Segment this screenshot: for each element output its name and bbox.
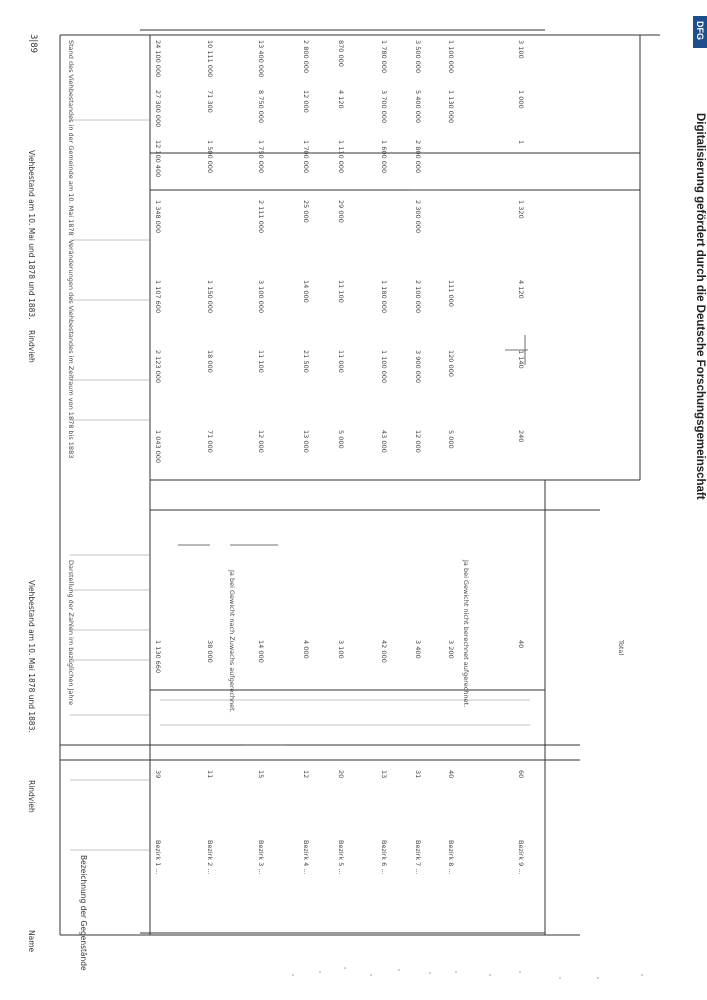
- row-value-3: 18 000: [206, 350, 214, 373]
- row-value-3: 1 140: [517, 350, 525, 369]
- row-value-2: 71 000: [206, 430, 214, 453]
- row-right-1: 1 600 000: [380, 140, 388, 174]
- row-count: 15: [257, 770, 265, 779]
- row-label: Bezirk 9 ...: [517, 840, 525, 875]
- row-value-4: 1 150 000: [206, 280, 214, 314]
- row-value-1: 40: [517, 640, 525, 649]
- row-value-2: 5 000: [337, 430, 345, 449]
- row-value-1: 38 000: [206, 640, 214, 663]
- row-value-2: 12 000: [257, 430, 265, 453]
- row-right-1: 1: [517, 140, 525, 145]
- row-value-5: 29 000: [337, 200, 345, 223]
- row-value-4: 14 000: [302, 280, 310, 303]
- row-value-1: 42 000: [380, 640, 388, 663]
- row-value-1: 1 130 660: [154, 640, 162, 674]
- row-value-2: 1 043 000: [154, 430, 162, 464]
- row-value-4: 1 107 600: [154, 280, 162, 314]
- row-label: Bezirk 6 ...: [380, 840, 388, 875]
- row-value-5: 1 348 000: [154, 200, 162, 234]
- header-title-a: Viehbestand am 10. Mai 1878 und 1883.: [27, 580, 36, 733]
- row-value-2: 5 000: [447, 430, 455, 449]
- row-value-4: 1 180 000: [380, 280, 388, 314]
- row-right-2: 71 300: [206, 90, 214, 113]
- row-right-2: 1 130 000: [447, 90, 455, 124]
- left-name-label: Name: [27, 930, 36, 953]
- row-value-1: 14 000: [257, 640, 265, 663]
- row-label: Bezirk 7 ...: [414, 840, 422, 875]
- row-right-3: 2 800 000: [302, 40, 310, 74]
- note-b: Ja bei Gewicht nicht berechnet aufgerechnet.: [462, 560, 470, 708]
- row-right-1: 1 500 000: [206, 140, 214, 174]
- row-count: 60: [517, 770, 525, 779]
- row-right-3: 13 400 000: [257, 40, 265, 78]
- row-value-5: 25 000: [302, 200, 310, 223]
- dfg-banner: [690, 8, 707, 988]
- row-value-4: 4 120: [517, 280, 525, 299]
- row-label: Bezirk 5 ...: [337, 840, 345, 875]
- owner-column-header: Bezeichnung der Gegenstände: [79, 855, 88, 971]
- row-label: Bezirk 2 ...: [206, 840, 214, 875]
- row-value-3: 3 900 000: [414, 350, 422, 384]
- row-value-2: 240: [517, 430, 525, 443]
- row-right-1: 12 100 400: [154, 140, 162, 178]
- dfg-logo: DFG: [693, 16, 707, 48]
- total-label: Total: [617, 640, 625, 656]
- row-label: Bezirk 3 ...: [257, 840, 265, 875]
- row-right-2: 1 000: [517, 90, 525, 109]
- row-right-3: 870 000: [337, 40, 345, 67]
- header-mid-label: Rindvieh: [27, 330, 36, 363]
- right-group-header: Stand des Viehbestandes in der Gemeinde am 10. Mai 1878: [67, 40, 75, 236]
- row-right-2: 12 000: [302, 90, 310, 113]
- row-right-3: 3 500 000: [414, 40, 422, 74]
- row-right-3: 24 100 000: [154, 40, 162, 78]
- row-count: 12: [302, 770, 310, 779]
- row-value-3: 11 100: [257, 350, 265, 373]
- row-value-3: 11 000: [337, 350, 345, 373]
- row-value-4: 11 100: [337, 280, 345, 303]
- row-value-3: 120 000: [447, 350, 455, 377]
- row-value-3: 21 500: [302, 350, 310, 373]
- row-right-3: 1 100 000: [447, 40, 455, 74]
- row-value-2: 43 000: [380, 430, 388, 453]
- row-right-2: 4 120: [337, 90, 345, 109]
- row-count: 39: [154, 770, 162, 779]
- banner-text: Digitalisierung gefördert durch die Deutsche Forschungsgemeinschaft: [694, 113, 706, 500]
- row-right-1: 1 750 000: [257, 140, 265, 174]
- note-a: Ja bei Gewicht nach Zuwachs aufgerechnet.: [228, 570, 236, 713]
- row-right-1: 1 110 000: [337, 140, 345, 174]
- row-label: Bezirk 4 ...: [302, 840, 310, 875]
- row-value-5: 1 320: [517, 200, 525, 219]
- header-title-b: Viehbestand am 10. Mai und 1878 und 1883.: [27, 150, 36, 320]
- row-value-1: 4 000: [302, 640, 310, 659]
- row-count: 40: [447, 770, 455, 779]
- row-value-1: 3 200: [447, 640, 455, 659]
- row-label: Bezirk 1 ...: [154, 840, 162, 875]
- header-label-2: Rindvieh: [27, 780, 36, 813]
- row-right-3: 10 111 000: [206, 40, 214, 78]
- row-right-2: 27 300 000: [154, 90, 162, 128]
- row-right-2: 8 750 000: [257, 90, 265, 124]
- row-right-2: 5 400 000: [414, 90, 422, 124]
- row-value-1: 3 400: [414, 640, 422, 659]
- row-value-2: 13 000: [302, 430, 310, 453]
- row-value-2: 12 000: [414, 430, 422, 453]
- page-number: 3|89: [28, 34, 38, 54]
- left-group-header: Darstellung der Zahlen im bezüglichen Jahre: [67, 560, 75, 706]
- row-right-1: 2 800 000: [414, 140, 422, 174]
- row-value-1: 3 100: [337, 640, 345, 659]
- row-count: 11: [206, 770, 214, 779]
- row-right-3: 3 100: [517, 40, 525, 59]
- mid-group-header: Veränderungen des Viehbestandes im Zeitraum von 1878 bis 1883: [67, 240, 75, 459]
- row-right-1: 1 700 000: [302, 140, 310, 174]
- row-value-4: 2 100 000: [414, 280, 422, 314]
- row-count: 31: [414, 770, 422, 779]
- row-value-5: 2 300 000: [414, 200, 422, 234]
- row-value-4: 111 000: [447, 280, 455, 307]
- row-value-3: 1 100 000: [380, 350, 388, 384]
- row-label: Bezirk 8 ...: [447, 840, 455, 875]
- row-value-4: 3 100 000: [257, 280, 265, 314]
- row-right-2: 3 700 000: [380, 90, 388, 124]
- row-right-3: 1 780 000: [380, 40, 388, 74]
- row-count: 20: [337, 770, 345, 779]
- row-value-5: 2 111 000: [257, 200, 265, 234]
- row-count: 13: [380, 770, 388, 779]
- row-value-3: 2 123 000: [154, 350, 162, 384]
